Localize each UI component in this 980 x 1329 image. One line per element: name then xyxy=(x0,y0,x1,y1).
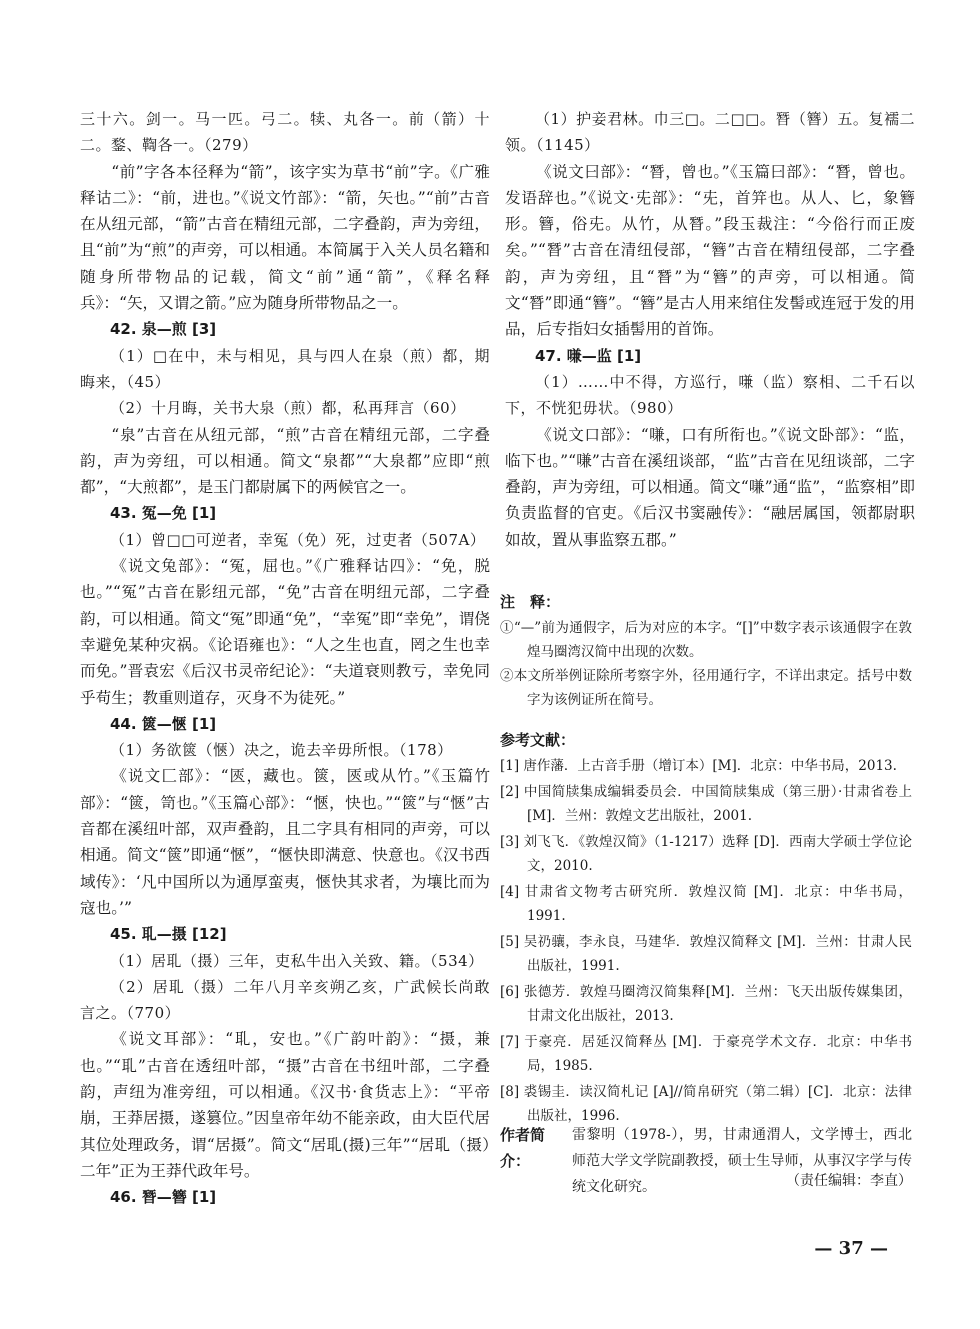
page-number: — 37 — xyxy=(814,1238,888,1259)
section-heading: 42. 泉—煎 [3] xyxy=(110,320,217,339)
reference-item: [1] 唐作藩．上古音手册（增订本）[M]．北京：中华书局，2013. xyxy=(500,758,897,774)
section-heading: 46. 朁—簪 [1] xyxy=(110,1188,217,1207)
body-paragraph: 《说文口部》：“嗛，口有所衔也。”《说文卧部》：“监，临下也。”“嗛”古音在溪纽谈部，“监”古音在见纽谈部，二字叠韵，声为旁纽，可以相通。简文“嗛”通“监”，“监察相”即负责监督的官吏。《后汉书窦融传》：“融居属国，领都尉职如故，置从事监察五郡。” xyxy=(505,425,915,549)
left-column xyxy=(80,106,490,1210)
author-bio-label: 作者简介： xyxy=(500,1126,546,1170)
reference-item: [8] 裘锡圭．读汉简札记 [A]//简帛研究（第二辑）[C]．北京：法律出版社，1996. xyxy=(500,1084,912,1124)
section-heading: 43. 冤—免 [1] xyxy=(110,504,217,523)
body-paragraph: 《说文匚部》：“匧，藏也。篋，匧或从竹。”《玉篇竹部》：“篋，笥也。”《玉篇心部》：“愜，快也。”“篋”与“愜”古音都在溪纽叶部，双声叠韵，且二字具有相同的声旁，可以相通。简文“篋”即通“愜”，“愜快即满意、快意也。《汉书西域传》：‘凡中国所以为通厚蛮夷，愜快其求者，为壤比而为寇也。’” xyxy=(80,767,490,917)
example-quote: （1）务欲篋（愜）决之，诡去辛毋所恨。（178） xyxy=(110,741,453,760)
body-paragraph: 《说文兔部》：“冤，屈也。”《广雅释诂四》：“免，脱也。”“冤”古音在影纽元部，“免”古音在明纽元部，二字叠韵，可以相通。简文“冤”即通“免”，“幸冤”即“幸免”，谓侥幸避免某种灾祸。《论语雍也》：“人之生也直，罔之生也幸而免。”晋袁宏《后汉书灵帝纪论》：“夫道衰则教亏，幸免同乎苟生；教重则道存，灭身不为徒死。” xyxy=(80,557,490,707)
reference-item: [6] 张德芳．敦煌马圈湾汉简集释[M]．兰州：飞天出版传媒集团，甘肃文化出版社，2013. xyxy=(500,984,912,1024)
note-item: ②本文所举例证除所考察字外，径用通行字，不详出隶定。括号中数字为该例证所在简号。 xyxy=(500,668,912,708)
reference-item: [7] 于豪亮．居延汉简释丛 [M]．于豪亮学术文存．北京：中华书局，1985. xyxy=(500,1034,912,1074)
reference-item: [3] 刘飞飞．《敦煌汉简》（1-1217）选释 [D]．西南大学硕士学位论文，2010. xyxy=(500,834,912,874)
example-quote: 三十六。剑一。马一匹。弓二。犊、丸各一。前（箭）十二。鍪、鞫各一。（279） xyxy=(80,110,490,155)
reference-item: [2] 中国简牍集成编辑委员会．中国简牍集成（第三册）·甘肃省卷上 [M]．兰州：敦煌文艺出版社，2001. xyxy=(500,784,912,824)
body-paragraph: “泉”古音在从纽元部，“煎”古音在精纽元部，二字叠韵，声为旁纽，可以相通。简文“泉都”“大泉都”应即“煎都”，“大煎都”，是玉门都尉属下的两候官之一。 xyxy=(80,425,490,497)
section-heading: 44. 篋—愜 [1] xyxy=(110,714,217,733)
example-quote: （1）……中不得，方巡行，嗛（监）察相、二千石以下，不恍犯毋状。（980） xyxy=(505,372,915,418)
body-paragraph: 《说文耳部》：“耴，安也。”《广韵叶韵》：“摄，兼也。”“耴”古音在透纽叶部，“摄”古音在书纽叶部，二字叠韵，声纽为准旁纽，可以相通。《汉书·食货志上》：“平帝崩，王莽居摄，遂篡位。”因皇帝年幼不能亲政，由大臣代居其位处理政务，谓“居摄”。简文“居耴(摄)三年”“居耴（摄）二年”正为王莽代政年号。 xyxy=(80,1030,490,1180)
example-quote: （2）十月晦，关书大泉（煎）都，私再拜言（60） xyxy=(110,399,466,418)
author-bio-text: 雷黎明（1978-），男，甘肃通渭人，文学博士，西北师范大学文学院副教授，硕士生导师，从事汉字学与传统文化研究。 xyxy=(572,1127,912,1195)
reference-item: [5] 吴礽骧，李永良，马建华．敦煌汉简释文 [M]．兰州：甘肃人民出版社，1991. xyxy=(500,934,912,974)
notes-title: 注 释： xyxy=(500,593,561,611)
reference-item: [4] 甘肃省文物考古研究所．敦煌汉简 [M]．北京：中华书局，1991. xyxy=(500,884,912,924)
example-quote: （1）居耴（摄）三年，吏私牛出入关致、籍。（534） xyxy=(110,951,484,970)
body-paragraph: “前”字各本径释为“箭”，该字实为草书“前”字。《广雅释诂二》：“前，进也。”《说文竹部》：“箭，矢也。”“前”古音在从纽元部，“箭”古音在精纽元部，二字叠韵，声为旁纽，且“前”为“煎”的声旁，可以相通。本简属于入关人员名籍和随身所带物品的记载，简文“前”通“箭”，《释名释兵》：“矢，又谓之箭。”应为随身所带物品之一。 xyxy=(80,162,490,313)
example-quote: （1）曾□□可逆者，幸冤（免）死，过吏者（507A） xyxy=(110,530,486,549)
example-quote: （1）□在中，未与相见，具与四人在泉（煎）都，期晦来，（45） xyxy=(80,346,490,391)
body-paragraph: 《说文曰部》：“朁，曾也。”《玉篇曰部》：“朁，曾也。发语辞也。”《说文·兂部》：“兂，首笄也。从人、匕，象簪形。簪，俗兂。从竹，从朁。”段玉裁注：“今俗行而正废矣。”“朁”古音在清纽侵部，“簪”古音在精纽侵部，二字叠韵，声为旁纽，且“朁”为“簪”的声旁，可以相通。简文“朁”即通“簪”。“簪”是古人用来绾住发髻或连冠于发的用品，后专指妇女插髻用的首饰。 xyxy=(505,162,915,339)
references-title: 参考文献： xyxy=(500,731,576,749)
example-quote: （2）居耴（摄）二年八月辛亥朔乙亥，广武候长尚敢言之。（770） xyxy=(80,977,490,1023)
note-item: ①“—”前为通假字，后为对应的本字。“[]”中数字表示该通假字在敦煌马圈湾汉简中出现的次数。 xyxy=(500,620,912,660)
section-heading: 45. 耴—摄 [12] xyxy=(110,925,227,944)
right-column xyxy=(505,106,915,553)
references-section xyxy=(500,728,912,1130)
responsible-editor: （责任编辑：李直） xyxy=(786,1173,912,1189)
notes-section xyxy=(500,590,912,712)
example-quote: （1）护妾君林。巾三□。二□□。朁（簪）五。复襦二领。（1145） xyxy=(505,110,915,155)
section-heading: 47. 嗛—监 [1] xyxy=(535,346,642,365)
